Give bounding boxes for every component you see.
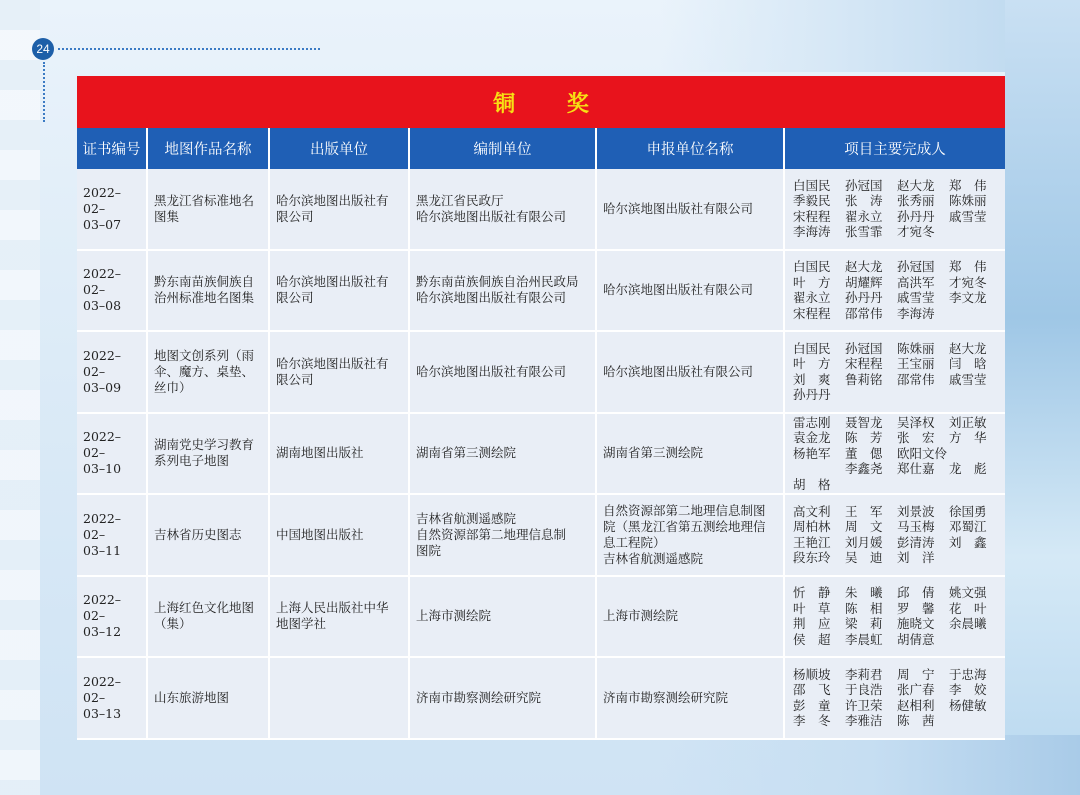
team-member-name: 袁金龙 <box>793 430 831 445</box>
team-members-cell <box>784 169 1005 250</box>
team-member-name: 孙丹丹 <box>845 290 883 306</box>
team-member-name: 于忠海 <box>949 666 987 682</box>
map-work-name-cell-line: 治州标准地名图集 <box>154 290 255 306</box>
team-members-grid <box>791 504 999 566</box>
team-member-name: 才宛冬 <box>897 224 935 240</box>
map-work-name-cell-line: 图集 <box>154 208 180 224</box>
certificate-code-cell-line: 2022–02– <box>83 510 122 542</box>
map-work-name-cell <box>147 331 269 413</box>
team-member-name: 李雅洁 <box>845 713 883 729</box>
compiler-cell-line: 哈尔滨地图出版社有限公司 <box>416 290 567 306</box>
team-member-name: 雷志刚 <box>793 414 831 430</box>
team-member-name: 高洪军 <box>897 274 935 290</box>
map-work-name-cell-line: 黑龙江省标准地名 <box>154 192 255 208</box>
award-table-panel <box>77 76 1005 740</box>
team-member-name: 李晨虹 <box>845 631 883 647</box>
team-member-name: 张 涛 <box>845 193 883 209</box>
applicant-cell-line: 湖南省第三测绘院 <box>603 445 704 461</box>
table-body <box>77 169 1005 739</box>
map-work-name-cell <box>147 657 269 739</box>
map-work-name-cell-line: 地图文创系列（雨 <box>154 347 255 363</box>
team-member-name: 赵大龙 <box>845 259 883 275</box>
team-member-name: 聂智龙 <box>845 414 883 430</box>
team-member-name: 赵大龙 <box>949 340 987 356</box>
team-member-name: 李莉君 <box>845 666 883 682</box>
map-work-name-cell <box>147 169 269 250</box>
team-member-name: 白国民 <box>793 259 831 275</box>
team-member-name: 陈 茜 <box>897 713 935 729</box>
table-row <box>77 413 1005 495</box>
team-members-grid <box>791 178 999 240</box>
page-number: 24 <box>32 38 54 60</box>
map-work-name-cell-line: 湖南党史学习教育 <box>154 437 255 453</box>
team-members-cell <box>784 657 1005 739</box>
certificate-code-cell-line: 2022–02– <box>83 184 122 216</box>
map-work-name-cell <box>147 413 269 495</box>
compiler-cell-line: 济南市勘察测绘研究院 <box>416 689 542 705</box>
team-members-grid <box>791 341 999 403</box>
map-work-name-cell-line: 吉林省历史图志 <box>154 526 242 542</box>
team-member-name: 高文利 <box>793 503 831 519</box>
column-header-applicant: 申报单位名称 <box>596 128 784 169</box>
certificate-code-cell <box>77 250 147 332</box>
team-member-name: 王宝丽 <box>897 356 935 372</box>
team-member-name: 彭 童 <box>793 697 831 713</box>
publisher-cell <box>269 413 409 495</box>
team-member-name: 邵常伟 <box>845 305 883 321</box>
team-member-name: 欧阳文伶 <box>897 445 948 461</box>
team-member-name: 鲁莉铭 <box>845 371 883 387</box>
applicant-cell-line: 哈尔滨地图出版社有限公司 <box>603 200 754 216</box>
team-member-name: 徐国勇 <box>949 503 987 519</box>
map-work-name-cell <box>147 494 269 576</box>
map-work-name-cell-line: 丝巾） <box>154 379 192 395</box>
team-member-name: 孙冠国 <box>897 259 935 275</box>
map-work-name-cell-line: 上海红色文化地图 <box>154 600 255 616</box>
publisher-cell-line: 限公司 <box>276 371 314 387</box>
team-members-grid <box>791 259 999 321</box>
table-row <box>77 331 1005 413</box>
team-member-name: 胡耀辉 <box>845 274 883 290</box>
team-member-name: 白国民 <box>793 177 831 193</box>
team-member-name: 施晓文 <box>897 616 935 632</box>
team-member-name: 李海涛 <box>897 305 935 321</box>
team-member-name: 孙冠国 <box>845 177 883 193</box>
team-member-name: 董 偲 <box>845 445 883 461</box>
compiler-cell-line: 图院 <box>416 542 442 558</box>
map-work-name-cell <box>147 576 269 658</box>
publisher-cell <box>269 576 409 658</box>
compiler-cell-line: 自然资源部第二地理信息制 <box>416 526 567 542</box>
team-member-name: 邓蜀江 <box>949 519 987 535</box>
certificate-code-cell-line: 03–10 <box>83 461 122 477</box>
team-member-name <box>793 461 841 477</box>
compiler-cell-line: 哈尔滨地图出版社有限公司 <box>416 363 567 379</box>
team-member-name: 赵相利 <box>897 697 935 713</box>
applicant-cell <box>596 331 784 413</box>
team-member-name: 刘 爽 <box>793 371 831 387</box>
column-header-publisher: 出版单位 <box>269 128 409 169</box>
applicant-cell-line: 院（黑龙江省第五测绘地理信 <box>603 518 766 534</box>
background-bottom-decoration <box>660 735 1080 795</box>
team-member-name: 胡倩意 <box>897 631 935 647</box>
table-row <box>77 169 1005 250</box>
certificate-code-cell-line: 2022–02– <box>83 592 122 624</box>
table-header-row <box>77 128 1005 169</box>
certificate-code-cell <box>77 494 147 576</box>
team-members-cell <box>784 413 1005 495</box>
team-member-name: 戚雪莹 <box>949 371 987 387</box>
publisher-cell <box>269 331 409 413</box>
team-member-name: 花 叶 <box>949 600 987 616</box>
team-member-name: 彭清涛 <box>897 534 935 550</box>
team-member-name: 陈姝丽 <box>949 193 987 209</box>
team-members-grid <box>791 585 999 647</box>
award-table <box>77 128 1005 740</box>
team-member-name: 季毅民 <box>793 193 831 209</box>
team-member-name: 周 宁 <box>897 666 935 682</box>
table-row <box>77 576 1005 658</box>
team-member-name: 戚雪莹 <box>897 290 935 306</box>
team-member-name: 孙冠国 <box>845 340 883 356</box>
compiler-cell-line: 黔东南苗族侗族自治州民政局 <box>416 274 579 290</box>
team-member-name: 孙丹丹 <box>897 208 935 224</box>
team-member-name: 赵大龙 <box>897 177 935 193</box>
team-members-cell <box>784 250 1005 332</box>
team-member-name: 李 姣 <box>949 682 987 698</box>
compiler-cell <box>409 331 596 413</box>
team-member-name: 刘景波 <box>897 503 935 519</box>
team-member-name: 邵常伟 <box>897 371 935 387</box>
certificate-code-cell-line: 03–12 <box>83 624 122 640</box>
compiler-cell-line: 黑龙江省民政厅 <box>416 192 504 208</box>
team-member-name: 吴 迪 <box>845 550 883 566</box>
applicant-cell <box>596 250 784 332</box>
team-member-name: 宋程程 <box>845 356 883 372</box>
team-member-name: 张广春 <box>897 682 935 698</box>
team-member-name: 宋程程 <box>793 208 831 224</box>
team-member-name: 郑仕嘉 <box>897 461 935 476</box>
certificate-code-cell <box>77 576 147 658</box>
team-member-name: 才宛冬 <box>949 274 987 290</box>
team-member-name: 翟永立 <box>793 290 831 306</box>
team-member-name: 孙丹丹 <box>793 387 831 403</box>
team-members-grid <box>791 667 999 729</box>
team-member-name: 于良浩 <box>845 682 883 698</box>
team-member-name: 刘正敏 <box>949 414 987 430</box>
team-member-name: 许卫荣 <box>845 697 883 713</box>
team-member-name: 姚文强 <box>949 585 987 601</box>
certificate-code-cell-line: 2022–02– <box>83 266 122 298</box>
team-member-name: 翟永立 <box>845 208 883 224</box>
compiler-cell-line: 上海市测绘院 <box>416 608 492 624</box>
team-member-name: 叶 方 <box>793 356 831 372</box>
map-work-name-cell-line: 黔东南苗族侗族自 <box>154 274 255 290</box>
team-member-name: 龙 彪 <box>949 461 987 476</box>
team-member-name: 叶 方 <box>793 274 831 290</box>
team-member-name: 白国民 <box>793 340 831 356</box>
publisher-cell-line: 哈尔滨地图出版社有 <box>276 192 389 208</box>
map-work-name-cell <box>147 250 269 332</box>
column-header-compiler: 编制单位 <box>409 128 596 169</box>
team-member-name: 王艳江 <box>793 534 831 550</box>
team-member-name: 张雪霏 <box>845 224 883 240</box>
publisher-cell-line: 哈尔滨地图出版社有 <box>276 274 389 290</box>
certificate-code-cell-line: 03–08 <box>83 298 122 314</box>
team-members-cell <box>784 331 1005 413</box>
compiler-cell <box>409 657 596 739</box>
certificate-code-cell <box>77 331 147 413</box>
team-member-name: 李海涛 <box>793 224 831 240</box>
team-member-name: 吴泽权 <box>897 414 935 430</box>
certificate-code-cell-line: 03–11 <box>83 542 122 558</box>
publisher-cell-line: 中国地图出版社 <box>276 526 364 542</box>
applicant-cell <box>596 169 784 250</box>
team-member-name: 段东玲 <box>793 550 831 566</box>
certificate-code-cell-line: 2022–02– <box>83 673 122 705</box>
publisher-cell <box>269 169 409 250</box>
applicant-cell-line: 息工程院） <box>603 534 666 550</box>
team-member-name: 刘月媛 <box>845 534 883 550</box>
team-member-name: 宋程程 <box>793 305 831 321</box>
publisher-cell-line: 上海人民出版社中华 <box>276 600 389 616</box>
map-work-name-cell-line: （集） <box>154 616 192 632</box>
team-member-name: 方 华 <box>949 430 987 445</box>
team-member-name: 陈姝丽 <box>897 340 935 356</box>
team-member-name: 陈 相 <box>845 600 883 616</box>
compiler-cell-line: 吉林省航测遥感院 <box>416 510 517 526</box>
team-member-name: 刘 洋 <box>897 550 935 566</box>
compiler-cell-line: 哈尔滨地图出版社有限公司 <box>416 208 567 224</box>
team-member-name: 周柏林 <box>793 519 831 535</box>
team-member-name: 郑 伟 <box>949 259 987 275</box>
certificate-code-cell-line: 2022–02– <box>83 347 122 379</box>
publisher-cell-line: 地图学社 <box>276 616 327 632</box>
team-member-name: 杨健敏 <box>949 697 987 713</box>
team-member-name: 张秀丽 <box>897 193 935 209</box>
team-member-name: 荆 应 <box>793 616 831 632</box>
team-member-name: 余晨曦 <box>949 616 987 632</box>
team-members-grid <box>791 415 999 493</box>
title-bar <box>77 76 1005 128</box>
compiler-cell-line: 湖南省第三测绘院 <box>416 445 517 461</box>
side-dotted-line <box>43 62 45 122</box>
publisher-cell <box>269 494 409 576</box>
certificate-code-cell <box>77 413 147 495</box>
background-right-strip <box>1005 0 1080 795</box>
team-member-name: 胡 格 <box>793 476 831 492</box>
applicant-cell <box>596 576 784 658</box>
certificate-code-cell-line: 03–09 <box>83 379 122 395</box>
applicant-cell-line: 哈尔滨地图出版社有限公司 <box>603 282 754 298</box>
team-member-name: 邱 倩 <box>897 585 935 601</box>
team-member-name: 张 宏 <box>897 430 935 445</box>
applicant-cell <box>596 657 784 739</box>
team-member-name: 侯 超 <box>793 631 831 647</box>
team-member-name: 杨艳军 <box>793 445 831 461</box>
team-member-name: 罗 馨 <box>897 600 935 616</box>
header-dotted-line <box>58 48 320 50</box>
team-member-name: 忻 静 <box>793 585 831 601</box>
team-member-name: 邵 飞 <box>793 682 831 698</box>
team-member-name: 李文龙 <box>949 290 987 306</box>
certificate-code-cell <box>77 657 147 739</box>
map-work-name-cell-line: 系列电子地图 <box>154 453 230 469</box>
compiler-cell <box>409 576 596 658</box>
team-member-name: 李 冬 <box>793 713 831 729</box>
column-header-name: 地图作品名称 <box>147 128 269 169</box>
certificate-code-cell-line: 2022–02– <box>83 429 122 461</box>
team-member-name: 李鑫尧 <box>845 461 883 476</box>
compiler-cell <box>409 250 596 332</box>
team-member-name: 陈 芳 <box>845 430 883 445</box>
publisher-cell-line: 哈尔滨地图出版社有 <box>276 355 389 371</box>
team-member-name: 朱 曦 <box>845 585 883 601</box>
map-work-name-cell-line: 伞、魔方、桌垫、 <box>154 363 255 379</box>
table-row <box>77 657 1005 739</box>
award-title: 铜 奖 <box>493 91 611 117</box>
applicant-cell-line: 济南市勘察测绘研究院 <box>603 689 729 705</box>
team-member-name: 杨顺坡 <box>793 666 831 682</box>
team-member-name: 王 军 <box>845 503 883 519</box>
applicant-cell-line: 吉林省航测遥感院 <box>603 550 704 566</box>
publisher-cell-line: 限公司 <box>276 290 314 306</box>
applicant-cell-line: 上海市测绘院 <box>603 608 679 624</box>
team-member-name: 戚雪莹 <box>949 208 987 224</box>
table-row <box>77 250 1005 332</box>
publisher-cell <box>269 657 409 739</box>
applicant-cell <box>596 494 784 576</box>
publisher-cell-line: 湖南地图出版社 <box>276 445 364 461</box>
background-left-strip <box>0 0 40 795</box>
team-member-name: 周 文 <box>845 519 883 535</box>
certificate-code-cell <box>77 169 147 250</box>
column-header-code: 证书编号 <box>77 128 147 169</box>
table-row <box>77 494 1005 576</box>
compiler-cell <box>409 494 596 576</box>
publisher-cell-line: 限公司 <box>276 208 314 224</box>
map-work-name-cell-line: 山东旅游地图 <box>154 689 230 705</box>
column-header-people: 项目主要完成人 <box>784 128 1005 169</box>
certificate-code-cell-line: 03–07 <box>83 216 122 232</box>
team-member-name: 闫 晗 <box>949 356 987 372</box>
applicant-cell-line: 哈尔滨地图出版社有限公司 <box>603 363 754 379</box>
team-member-name: 叶 草 <box>793 600 831 616</box>
publisher-cell <box>269 250 409 332</box>
applicant-cell <box>596 413 784 495</box>
team-member-name: 马玉梅 <box>897 519 935 535</box>
team-member-name: 刘 鑫 <box>949 534 987 550</box>
team-member-name: 郑 伟 <box>949 177 987 193</box>
team-members-cell <box>784 494 1005 576</box>
compiler-cell <box>409 413 596 495</box>
compiler-cell <box>409 169 596 250</box>
applicant-cell-line: 自然资源部第二地理信息制图 <box>603 502 766 518</box>
team-members-cell <box>784 576 1005 658</box>
certificate-code-cell-line: 03–13 <box>83 705 122 721</box>
team-member-name: 梁 莉 <box>845 616 883 632</box>
